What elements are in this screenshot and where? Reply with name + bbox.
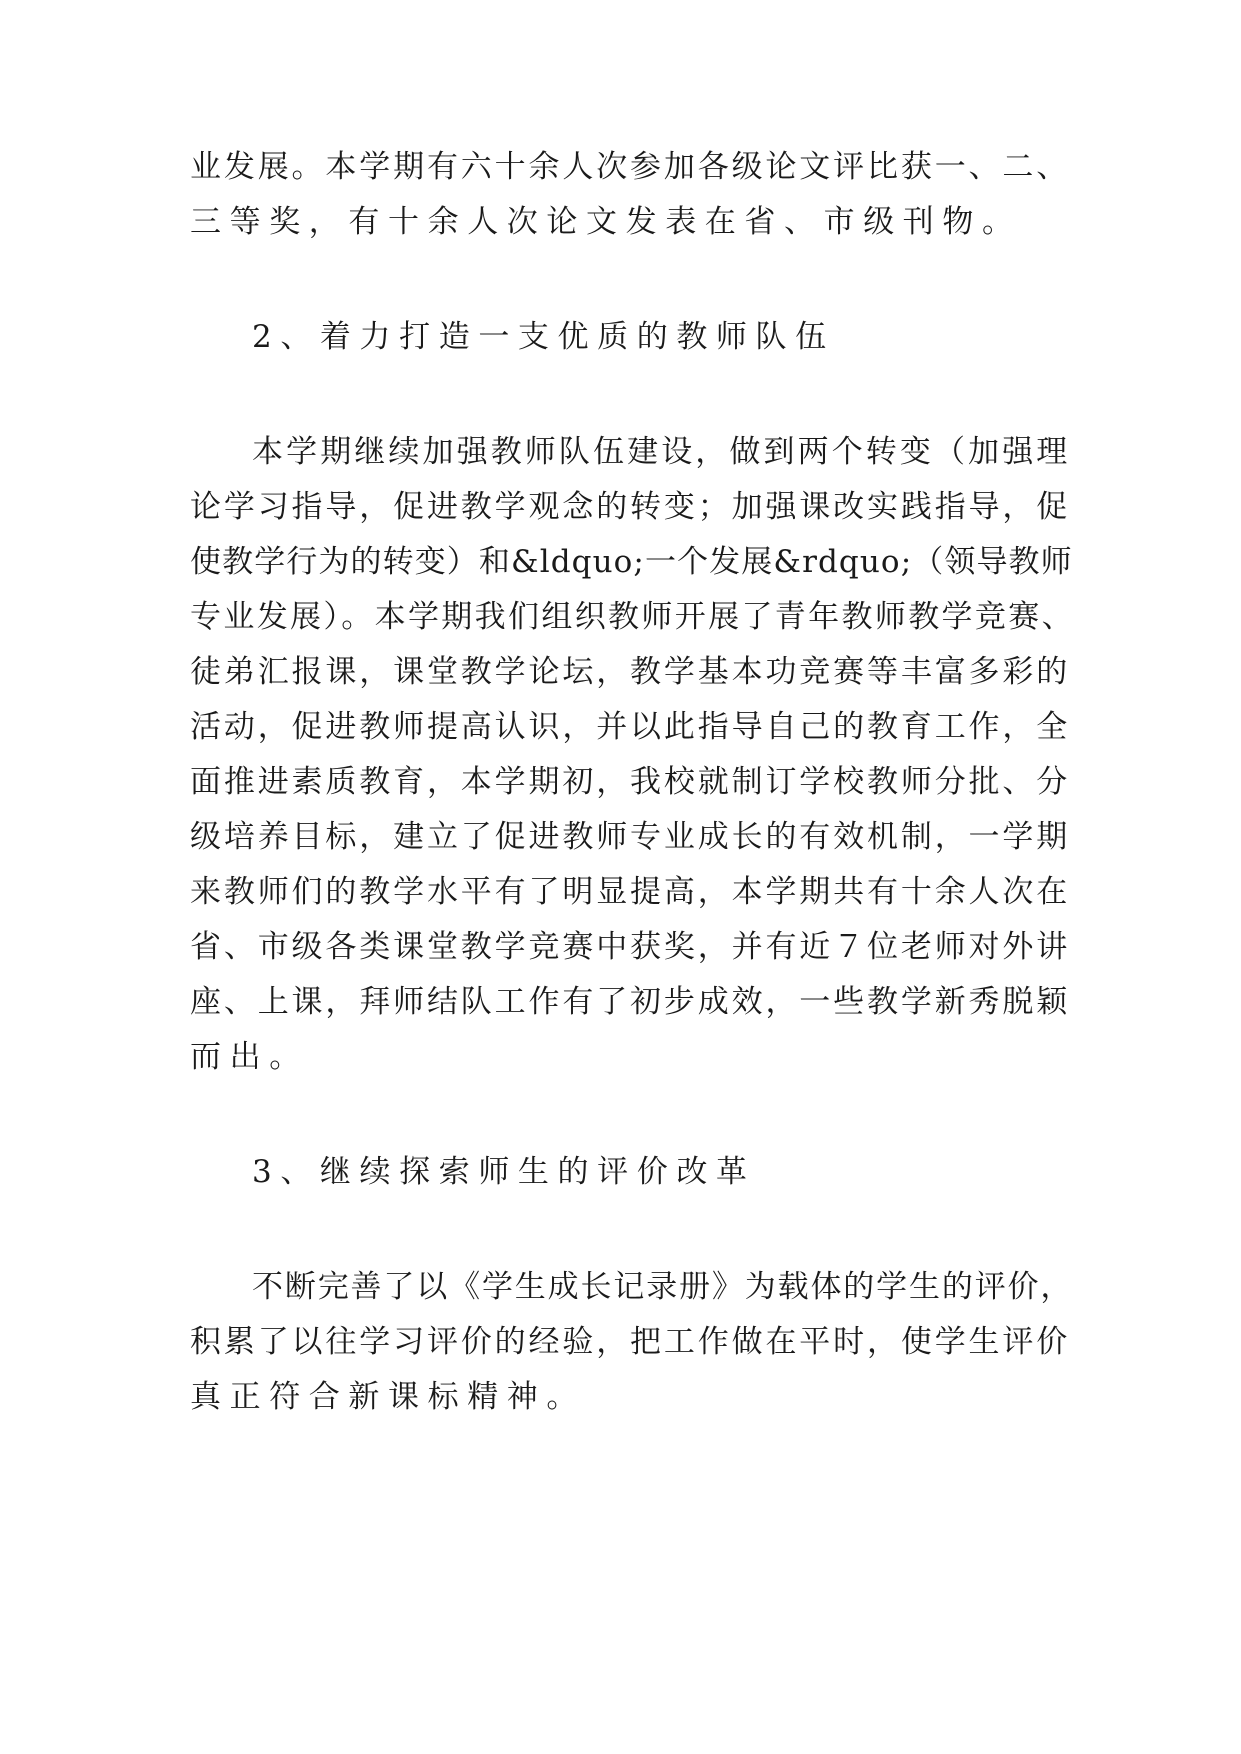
paragraph-line: 级培养目标，建立了促进教师专业成长的有效机制，一学期 [190,819,1071,855]
paragraph-line: 活动，促进教师提高认识，并以此指导自己的教育工作，全 [190,709,1071,745]
paragraph-line: 来教师们的教学水平有了明显提高，本学期共有十余人次在 [190,874,1071,910]
section-heading-2: 2、着力打造一支优质的教师队伍 [252,319,835,355]
paragraph-line: 本学期继续加强教师队伍建设，做到两个转变（加强理 [252,434,1071,470]
paragraph-line: 专业发展）。本学期我们组织教师开展了青年教师教学竞赛、 [190,599,1075,635]
paragraph-line: 三等奖，有十余人次论文发表在省、市级刊物。 [190,204,1022,240]
paragraph-line: 真正符合新课标精神。 [190,1379,586,1415]
paragraph-line: 而出。 [190,1039,309,1075]
section-heading-3: 3、继续探索师生的评价改革 [252,1154,756,1190]
paragraph-line: 使教学行为的转变）和&ldquo;一个发展&rdquo;（领导教师 [190,544,1073,580]
paragraph-line: 面推进素质教育，本学期初，我校就制订学校教师分批、分 [190,764,1071,800]
paragraph-line: 不断完善了以《学生成长记录册》为载体的学生的评价， [252,1269,1074,1305]
paragraph-line: 业发展。本学期有六十余人次参加各级论文评比获一、二、 [190,149,1071,185]
paragraph-line: 徒弟汇报课，课堂教学论坛，教学基本功竞赛等丰富多彩的 [190,654,1071,690]
paragraph-line: 论学习指导，促进教学观念的转变；加强课改实践指导，促 [190,489,1071,525]
paragraph-line: 积累了以往学习评价的经验，把工作做在平时，使学生评价 [190,1324,1071,1360]
paragraph-line: 省、市级各类课堂教学竞赛中获奖，并有近７位老师对外讲 [190,929,1071,965]
paragraph-line: 座、上课，拜师结队工作有了初步成效，一些教学新秀脱颖 [190,984,1071,1020]
